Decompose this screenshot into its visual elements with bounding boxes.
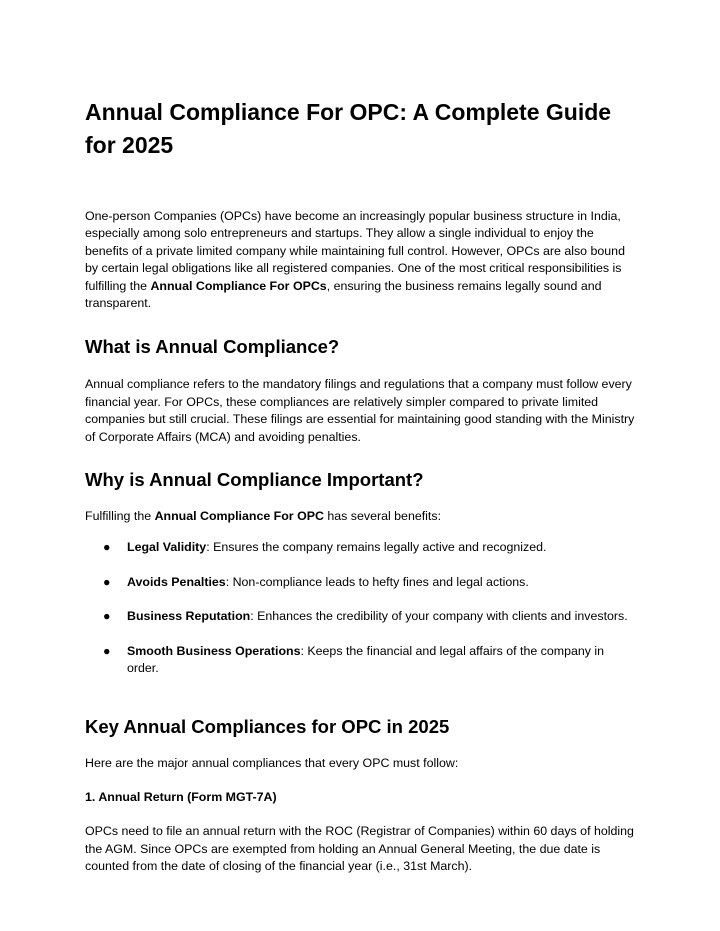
list-item-term: Business Reputation [127,609,251,624]
list-item [85,608,637,625]
document-content [85,96,637,876]
why-lead-post: has several benefits: [323,509,442,524]
why-lead-pre: Fulfilling the [85,509,155,524]
what-paragraph: Annual compliance refers to the mandatory filings and regulations that a company must follow every financial year. For OPCs, these compliances are relatively simpler compared to private limited companies but still crucial. These filings are essential for maintaining good standing with the Ministry of Corporate Affairs (MCA) and avoiding penalties. [85,377,635,444]
list-item-desc: : Ensures the company remains legally active and recognized. [206,540,547,555]
list-item-desc: : Keeps the financial and legal affairs of the company in order. [127,643,605,676]
sub1-paragraph: OPCs need to file an annual return with the ROC (Registrar of Companies) within 60 days of holding the AGM. Since OPCs are exempted from holding an Annual General Meeting, the due date is counted from the date of closing of the financial year (i.e., 31st March). [85,824,634,874]
what-heading: What is Annual Compliance? [85,336,340,358]
benefits-list [85,539,637,677]
bullet-icon: ● [103,540,111,555]
intro-text-1: One-person Companies (OPCs) have become an increasingly popular business structure in India, especially among solo entrepreneurs and startups. They allow a single individual to enjoy the benefits of a private limited company while maintaining full control. However, OPCs are also bound by certain legal obligations like all registered companies. One of the most critical responsibilities is fulfilling the [85,209,625,293]
bullet-icon: ● [103,574,111,589]
list-item-term: Smooth Business Operations [127,643,301,658]
key-intro: Here are the major annual compliances that every OPC must follow: [85,755,459,770]
sub1-heading: 1. Annual Return (Form MGT-7A) [85,789,277,804]
intro-bold: Annual Compliance For OPCs [150,278,327,293]
page-title: Annual Compliance For OPC: A Complete Guide for 2025 [85,99,612,158]
list-item-desc: : Non-compliance leads to hefty fines and legal actions. [225,574,529,589]
why-lead [85,508,637,525]
key-heading: Key Annual Compliances for OPC in 2025 [85,715,450,737]
list-item-term: Avoids Penalties [127,574,226,589]
bullet-icon: ● [103,643,111,658]
list-item-term: Legal Validity [127,540,207,555]
bullet-icon: ● [103,609,111,624]
list-item-desc: : Enhances the credibility of your company with clients and investors. [250,609,628,624]
intro-paragraph [85,208,637,312]
why-lead-bold: Annual Compliance For OPC [154,509,324,524]
why-heading: Why is Annual Compliance Important? [85,469,424,491]
list-item [85,574,637,591]
list-item [85,643,637,678]
intro-text-2: , ensuring the business remains legally sound and transparent. [85,278,602,311]
list-item [85,539,637,556]
